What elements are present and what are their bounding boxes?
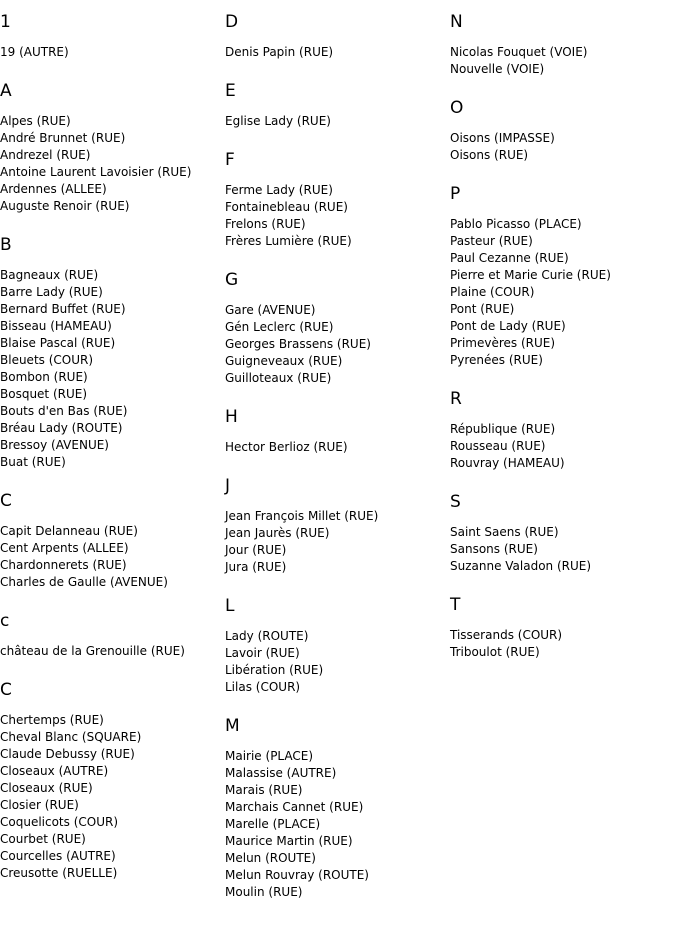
letter-section bbox=[450, 389, 675, 472]
street-name: Pont (RUE) bbox=[450, 302, 515, 316]
street-name: Alpes (RUE) bbox=[0, 114, 71, 128]
street-name: Nouvelle (VOIE) bbox=[450, 62, 545, 76]
street-name: Guilloteaux (RUE) bbox=[225, 371, 332, 385]
index-column bbox=[225, 0, 450, 921]
street-name: Chertemps (RUE) bbox=[0, 713, 104, 727]
street-name: Pyrenées (RUE) bbox=[450, 353, 543, 367]
section-letter-heading: M bbox=[225, 716, 240, 736]
letter-section bbox=[225, 596, 450, 696]
street-name: Maurice Martin (RUE) bbox=[225, 834, 353, 848]
section-letter-heading: P bbox=[450, 184, 461, 204]
street-name: Charles de Gaulle (AVENUE) bbox=[0, 575, 168, 589]
street-name: Bagneaux (RUE) bbox=[0, 268, 99, 282]
street-name: André Brunnet (RUE) bbox=[0, 131, 126, 145]
street-name: Pablo Picasso (PLACE) bbox=[450, 217, 582, 231]
street-name: Buat (RUE) bbox=[0, 455, 66, 469]
street-list bbox=[225, 302, 450, 387]
street-list bbox=[450, 421, 675, 472]
street-name: Closeaux (RUE) bbox=[0, 781, 93, 795]
street-name: Frelons (RUE) bbox=[225, 217, 306, 231]
street-name: Courbet (RUE) bbox=[0, 832, 86, 846]
street-name: Jura (RUE) bbox=[225, 560, 287, 574]
street-name: Ferme Lady (RUE) bbox=[225, 183, 333, 197]
section-letter-heading: S bbox=[450, 492, 461, 512]
street-name: Libération (RUE) bbox=[225, 663, 324, 677]
street-list bbox=[225, 182, 450, 250]
street-name: Denis Papin (RUE) bbox=[225, 45, 334, 59]
street-name: Frères Lumière (RUE) bbox=[225, 234, 352, 248]
street-list bbox=[0, 267, 225, 471]
street-list bbox=[450, 524, 675, 575]
letter-section bbox=[225, 407, 450, 456]
street-name: Lavoir (RUE) bbox=[225, 646, 300, 660]
street-name: Creusotte (RUELLE) bbox=[0, 866, 118, 880]
street-name: Suzanne Valadon (RUE) bbox=[450, 559, 592, 573]
street-list bbox=[0, 113, 225, 215]
section-letter-heading: T bbox=[450, 595, 461, 615]
letter-section bbox=[225, 476, 450, 576]
street-name: Closeaux (AUTRE) bbox=[0, 764, 109, 778]
street-name: Coquelicots (COUR) bbox=[0, 815, 119, 829]
letter-section bbox=[225, 150, 450, 250]
street-name: Gare (AVENUE) bbox=[225, 303, 316, 317]
street-name: Cent Arpents (ALLEE) bbox=[0, 541, 129, 555]
street-name: Oisons (IMPASSE) bbox=[450, 131, 555, 145]
street-list bbox=[450, 44, 675, 78]
street-name: Fontainebleau (RUE) bbox=[225, 200, 348, 214]
section-letter-heading: L bbox=[225, 596, 235, 616]
street-name: château de la Grenouille (RUE) bbox=[0, 644, 185, 658]
section-letter-heading: F bbox=[225, 150, 235, 170]
street-name: Andrezel (RUE) bbox=[0, 148, 91, 162]
street-name: Rouvray (HAMEAU) bbox=[450, 456, 565, 470]
letter-section bbox=[0, 491, 225, 591]
street-name: Bombon (RUE) bbox=[0, 370, 88, 384]
letter-section bbox=[450, 492, 675, 575]
street-name: Chardonnerets (RUE) bbox=[0, 558, 127, 572]
street-name: Guigneveaux (RUE) bbox=[225, 354, 343, 368]
street-name: Claude Debussy (RUE) bbox=[0, 747, 135, 761]
street-name: Bernard Buffet (RUE) bbox=[0, 302, 126, 316]
street-name: Bisseau (HAMEAU) bbox=[0, 319, 112, 333]
street-name: Jean François Millet (RUE) bbox=[225, 509, 379, 523]
letter-section bbox=[225, 270, 450, 387]
street-name: Antoine Laurent Lavoisier (RUE) bbox=[0, 165, 192, 179]
street-list bbox=[450, 627, 675, 661]
street-name: Bressoy (AVENUE) bbox=[0, 438, 109, 452]
street-name: Melun Rouvray (ROUTE) bbox=[225, 868, 369, 882]
street-name: Jean Jaurès (RUE) bbox=[225, 526, 330, 540]
street-name: Sansons (RUE) bbox=[450, 542, 538, 556]
street-list bbox=[0, 643, 225, 660]
section-letter-heading: R bbox=[450, 389, 462, 409]
index-column bbox=[0, 0, 225, 902]
street-name: Capit Delanneau (RUE) bbox=[0, 524, 138, 538]
street-list bbox=[0, 712, 225, 882]
letter-section bbox=[450, 184, 675, 369]
street-name: Saint Saens (RUE) bbox=[450, 525, 559, 539]
street-name: Ardennes (ALLEE) bbox=[0, 182, 107, 196]
street-list bbox=[450, 130, 675, 164]
street-name: Tisserands (COUR) bbox=[450, 628, 563, 642]
street-name: République (RUE) bbox=[450, 422, 556, 436]
street-name: Bosquet (RUE) bbox=[0, 387, 88, 401]
street-name: Courcelles (AUTRE) bbox=[0, 849, 116, 863]
section-letter-heading: 1 bbox=[0, 12, 11, 32]
letter-section bbox=[450, 595, 675, 661]
street-name: Jour (RUE) bbox=[225, 543, 287, 557]
street-list bbox=[225, 439, 450, 456]
section-letter-heading: H bbox=[225, 407, 238, 427]
street-list bbox=[225, 44, 450, 61]
section-letter-heading: A bbox=[0, 81, 12, 101]
street-list bbox=[225, 113, 450, 130]
street-name: Auguste Renoir (RUE) bbox=[0, 199, 130, 213]
street-name: Lady (ROUTE) bbox=[225, 629, 309, 643]
section-letter-heading: B bbox=[0, 235, 12, 255]
street-name: Marais (RUE) bbox=[225, 783, 303, 797]
section-letter-heading: O bbox=[450, 98, 464, 118]
street-list bbox=[450, 216, 675, 369]
street-name: Malassise (AUTRE) bbox=[225, 766, 337, 780]
street-list bbox=[225, 628, 450, 696]
street-name: Gén Leclerc (RUE) bbox=[225, 320, 334, 334]
street-name: Marchais Cannet (RUE) bbox=[225, 800, 364, 814]
street-name: Cheval Blanc (SQUARE) bbox=[0, 730, 142, 744]
street-list bbox=[225, 748, 450, 901]
street-name: Barre Lady (RUE) bbox=[0, 285, 103, 299]
street-name: Lilas (COUR) bbox=[225, 680, 301, 694]
street-list bbox=[225, 508, 450, 576]
letter-section bbox=[225, 716, 450, 901]
street-name: Blaise Pascal (RUE) bbox=[0, 336, 116, 350]
letter-section bbox=[0, 81, 225, 215]
section-letter-heading: C bbox=[0, 491, 12, 511]
letter-section bbox=[0, 12, 225, 61]
street-name: Primevères (RUE) bbox=[450, 336, 556, 350]
street-name: Rousseau (RUE) bbox=[450, 439, 546, 453]
section-letter-heading: J bbox=[225, 476, 231, 496]
street-name: Plaine (COUR) bbox=[450, 285, 535, 299]
section-letter-heading: C bbox=[0, 680, 12, 700]
street-name: Bleuets (COUR) bbox=[0, 353, 94, 367]
street-name: Bouts d'en Bas (RUE) bbox=[0, 404, 128, 418]
street-name: Closier (RUE) bbox=[0, 798, 79, 812]
street-name: Oisons (RUE) bbox=[450, 148, 529, 162]
letter-section bbox=[0, 611, 225, 660]
letter-section bbox=[225, 81, 450, 130]
section-letter-heading: E bbox=[225, 81, 236, 101]
street-name: 19 (AUTRE) bbox=[0, 45, 69, 59]
letter-section bbox=[0, 235, 225, 471]
street-name: Melun (ROUTE) bbox=[225, 851, 316, 865]
letter-section bbox=[225, 12, 450, 61]
letter-section bbox=[450, 98, 675, 164]
street-name: Marelle (PLACE) bbox=[225, 817, 321, 831]
street-name: Paul Cezanne (RUE) bbox=[450, 251, 569, 265]
street-name: Triboulot (RUE) bbox=[450, 645, 540, 659]
street-name: Mairie (PLACE) bbox=[225, 749, 314, 763]
section-letter-heading: D bbox=[225, 12, 239, 32]
street-name: Nicolas Fouquet (VOIE) bbox=[450, 45, 588, 59]
street-name: Eglise Lady (RUE) bbox=[225, 114, 331, 128]
street-list bbox=[0, 523, 225, 591]
street-name: Hector Berlioz (RUE) bbox=[225, 440, 348, 454]
street-name: Pierre et Marie Curie (RUE) bbox=[450, 268, 611, 282]
section-letter-heading: N bbox=[450, 12, 463, 32]
street-name: Pasteur (RUE) bbox=[450, 234, 533, 248]
section-letter-heading: c bbox=[0, 611, 10, 631]
street-name: Moulin (RUE) bbox=[225, 885, 303, 899]
street-name: Georges Brassens (RUE) bbox=[225, 337, 371, 351]
index-column bbox=[450, 0, 675, 681]
letter-section bbox=[0, 680, 225, 882]
street-list bbox=[0, 44, 225, 61]
section-letter-heading: G bbox=[225, 270, 239, 290]
letter-section bbox=[450, 12, 675, 78]
street-name: Bréau Lady (ROUTE) bbox=[0, 421, 123, 435]
street-name: Pont de Lady (RUE) bbox=[450, 319, 566, 333]
